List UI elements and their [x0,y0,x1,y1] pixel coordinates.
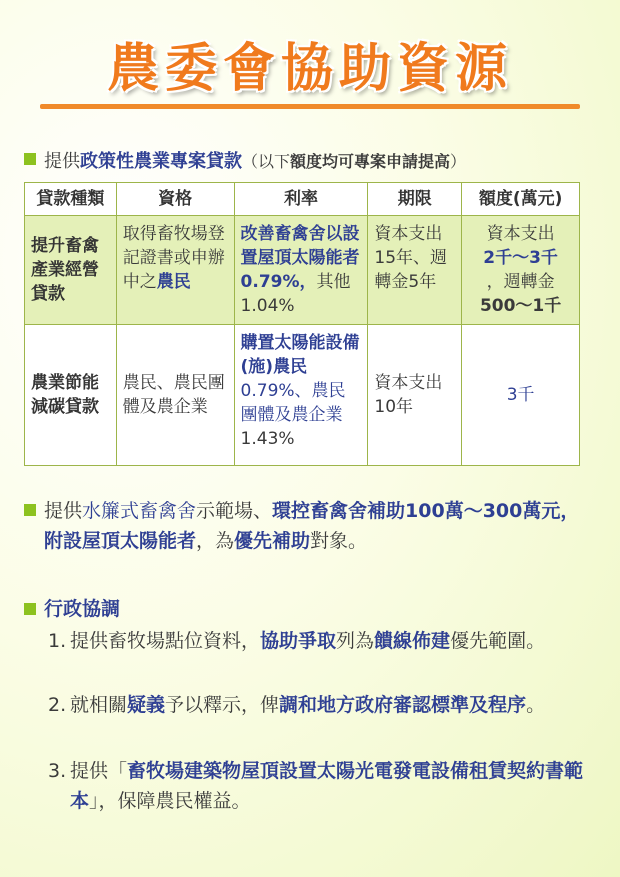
list-item: 1. 提供畜牧場點位資料，協助爭取列為饋線佈建優先範圍。 [48,630,546,652]
section-loans-heading: 提供政策性農業專案貸款（以下額度均可專案申請提高） [44,151,467,172]
bullet-square-icon [24,504,36,516]
loan-amount: 資本支出 2千～3千 ，週轉金 500～1千 [462,216,580,325]
header-term: 期限 [368,183,462,216]
loan-qualification: 農民、農民團體及農企業 [116,325,234,466]
loan-term: 資本支出10年 [368,325,462,466]
list-item: 3. 提供「畜牧場建築物屋頂設置太陽光電發電設備租賃契約書範本」，保障農民權益。 [48,760,584,812]
header-rate: 利率 [234,183,368,216]
list-item: 2. 就相關疑義予以釋示，俾調和地方政府審認標準及程序。 [48,694,546,716]
title-underline [40,104,580,109]
header-amount: 額度(萬元) [462,183,580,216]
table-row [25,325,580,466]
loan-rate: 改善畜禽舍以設置屋頂太陽能者0.79%，其他1.04% [234,216,368,325]
loan-qualification: 取得畜牧場登記證書或申辦中之農民 [116,216,234,325]
loan-name: 提升畜禽產業經營貸款 [25,216,117,325]
bullet-square-icon [24,153,36,165]
bullet-square-icon [24,603,36,615]
header-loan-type: 貸款種類 [25,183,117,216]
loan-amount: 3千 [462,325,580,466]
loan-term: 資本支出15年、週轉金5年 [368,216,462,325]
table-row [25,216,580,325]
loan-rate: 購置太陽能設備(施)農民0.79%、農民團體及農企業 1.43% [234,325,368,466]
loan-table [24,182,580,466]
section-subsidy: 提供水簾式畜禽舍示範場、環控畜禽舍補助100萬～300萬元，附設屋頂太陽能者，為優先補助對象。 [44,500,580,552]
section-admin-title: 行政協調 [44,598,121,620]
page-title: 農委會協助資源 [106,39,513,99]
loan-name: 農業節能減碳貸款 [25,325,117,466]
header-qualification: 資格 [116,183,234,216]
